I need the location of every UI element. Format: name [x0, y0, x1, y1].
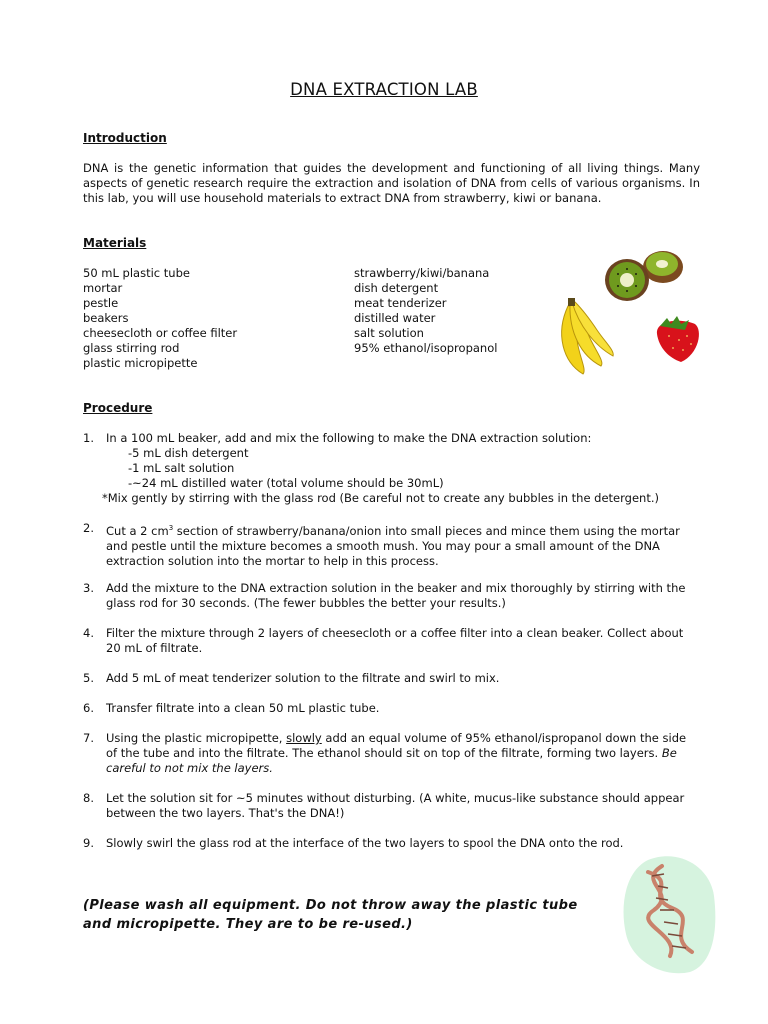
step-subitem: -~24 mL distilled water (total volume should be 30mL) — [128, 476, 444, 490]
procedure-step — [83, 836, 695, 851]
material-item: mortar — [83, 281, 123, 295]
materials-list-left — [83, 266, 237, 371]
dna-helix-icon — [618, 852, 723, 977]
material-item: 95% ethanol/isopropanol — [354, 341, 498, 355]
material-item: glass stirring rod — [83, 341, 180, 355]
step-text: Using the plastic micropipette, slowly add an equal volume of 95% ethanol/ispropanol down the side of the tube and into the filtrate. The ethanol should sit on top of the filtrate, forming two layers. Be careful to not mix the layers. — [106, 731, 687, 775]
materials-list-right — [354, 266, 497, 356]
step-number: 8. — [83, 791, 94, 805]
step-number: 3. — [83, 581, 94, 595]
step-text: Let the solution sit for ~5 minutes without disturbing. (A white, mucus-like substance should appear between the two layers. That's the DNA!) — [106, 791, 685, 820]
material-item: pestle — [83, 296, 119, 310]
materials-heading: Materials — [83, 236, 147, 250]
material-item: salt solution — [354, 326, 424, 340]
step-number: 1. — [83, 431, 94, 445]
strawberry-icon — [657, 316, 699, 362]
fruit-illustration — [535, 244, 710, 379]
step-number: 6. — [83, 701, 94, 715]
banana-icon — [562, 298, 614, 374]
procedure-step — [83, 791, 695, 821]
step-subitem: -1 mL salt solution — [128, 461, 235, 475]
material-item: 50 mL plastic tube — [83, 266, 190, 280]
step-number: 5. — [83, 671, 94, 685]
material-item: strawberry/kiwi/banana — [354, 266, 490, 280]
procedure-heading: Procedure — [83, 401, 153, 415]
procedure-step — [83, 701, 695, 716]
step-text: Transfer filtrate into a clean 50 mL plastic tube. — [106, 701, 380, 715]
material-item: distilled water — [354, 311, 436, 325]
procedure-step — [83, 581, 695, 611]
introduction-text: DNA is the genetic information that guides the development and functioning of all living things. Many aspects of genetic research require the extraction and isolation of DNA from cells of various organisms. In this lab, you will use household materials to extract DNA from strawberry, kiwi or banana. — [83, 161, 700, 205]
step-text: Add 5 mL of meat tenderizer solution to the filtrate and swirl to mix. — [106, 671, 500, 685]
step-number: 9. — [83, 836, 94, 850]
material-item: beakers — [83, 311, 129, 325]
material-item: meat tenderizer — [354, 296, 447, 310]
material-item: dish detergent — [354, 281, 439, 295]
material-item: cheesecloth or coffee filter — [83, 326, 238, 340]
step-text: Filter the mixture through 2 layers of cheesecloth or a coffee filter into a clean beaker. Collect about 20 mL of filtrate. — [106, 626, 684, 655]
step-note: *Mix gently by stirring with the glass rod (Be careful not to create any bubbles in the detergent.) — [102, 491, 659, 505]
step-text: Add the mixture to the DNA extraction solution in the beaker and mix thoroughly by stirring with the glass rod for 30 seconds. (The fewer bubbles the better your results.) — [106, 581, 686, 610]
procedure-step — [83, 431, 695, 506]
procedure-step — [83, 626, 695, 656]
kiwi-icon — [605, 251, 683, 301]
introduction-heading: Introduction — [83, 131, 167, 145]
procedure-step — [83, 521, 695, 569]
page-title: DNA EXTRACTION LAB — [290, 80, 478, 99]
step-subitem: -5 mL dish detergent — [128, 446, 249, 460]
material-item: plastic micropipette — [83, 356, 198, 370]
procedure-step — [83, 671, 695, 686]
procedure-step — [83, 731, 695, 776]
step-number: 4. — [83, 626, 94, 640]
step-text: In a 100 mL beaker, add and mix the following to make the DNA extraction solution: — [106, 431, 592, 445]
step-text: Slowly swirl the glass rod at the interface of the two layers to spool the DNA onto the rod. — [106, 836, 624, 850]
step-number: 2. — [83, 521, 94, 535]
step-number: 7. — [83, 731, 94, 745]
footer-reminder: (Please wash all equipment. Do not throw away the plastic tube and micropipette. They are to be re-used.) — [83, 898, 578, 932]
step-text: Cut a 2 $cm^3$ section of strawberry/banana/onion into small pieces and mince them using the mortar and pestle until the mixture becomes a smooth mush. You may pour a small amount of the DNA extraction solution into the mortar to help in this process. — [106, 523, 680, 568]
